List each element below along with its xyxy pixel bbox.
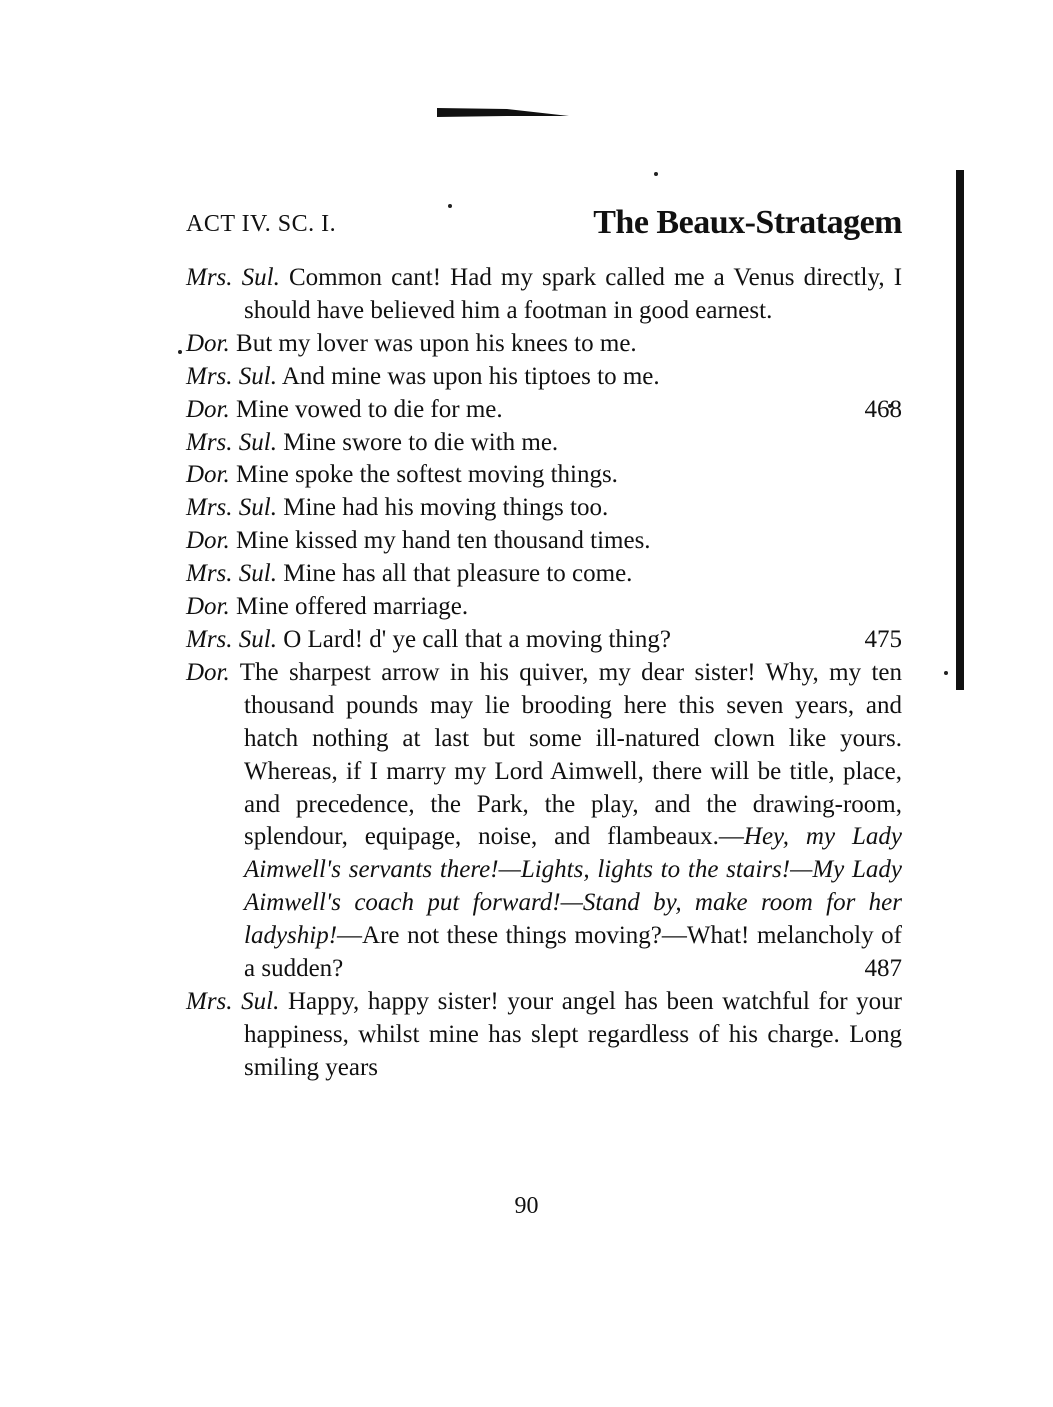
- speaker-name: Dor.: [186, 658, 230, 686]
- print-speck: [944, 671, 948, 675]
- speaker-name: Mrs. Sul.: [186, 428, 277, 456]
- speaker-name: Dor.: [186, 527, 230, 555]
- speaker-name: Dor.: [186, 395, 230, 423]
- line-number: 487: [864, 955, 902, 983]
- speech-text: O Lard! d' ye call that a moving thing?: [283, 625, 671, 653]
- speech: [186, 394, 902, 427]
- speaker-name: Mrs. Sul.: [186, 494, 277, 522]
- play-title: The Beaux-Stratagem: [593, 204, 902, 241]
- speaker-name: Dor.: [186, 593, 230, 621]
- speaker-name: Mrs. Sul.: [186, 264, 280, 291]
- speech-text: Mine vowed to die for me.: [236, 395, 503, 423]
- print-speck: [178, 350, 182, 354]
- speaker-name: Dor.: [186, 461, 230, 489]
- line-number: 475: [864, 625, 902, 653]
- speaker-name: Dor.: [186, 329, 230, 357]
- speech: [186, 361, 902, 394]
- speech: [186, 558, 902, 591]
- line-number: 468: [864, 395, 902, 423]
- speech-text: Mine had his moving things too.: [283, 494, 609, 522]
- speech-text: Mine kissed my hand ten thousand times.: [236, 527, 651, 555]
- speech-text: —Are not these things moving?—What! melancholy of a sudden?: [244, 922, 902, 983]
- speech: [186, 492, 902, 525]
- speech-text-italic: Hey, my Lady Aimwell's servants there!—Lights, lights to the stairs!—My Lady Aimwell's coach put forward!—Stand by, make room for her ladyship!: [244, 823, 902, 950]
- speech-long: [186, 657, 902, 986]
- side-margin-rule: [956, 170, 964, 690]
- speech-text: Mine offered marriage.: [236, 593, 469, 621]
- speaker-name: Mrs. Sul.: [186, 987, 280, 1015]
- speaker-name: Mrs. Sul.: [186, 362, 277, 390]
- speech-text: But my lover was upon his knees to me.: [236, 329, 637, 357]
- speech-text: And mine was upon his tiptoes to me.: [281, 362, 660, 390]
- speaker-name: Mrs. Sul.: [186, 625, 277, 653]
- speech: [186, 262, 902, 328]
- speech: [186, 591, 902, 624]
- speech: [186, 624, 902, 657]
- speech-text: Mine spoke the softest moving things.: [236, 461, 618, 489]
- speech-text: The sharpest arrow in his quiver, my dear sister! Why, my ten thousand pounds may lie brooding here this seven years, and hatch nothing at last but some ill-natured clown like yours. Whereas, if I marry my Lord Aimwell, there will be title, place, and precedence, the Park, the play, and the drawing-room, splendour, equipage, noise, and flambeaux.—: [239, 658, 902, 851]
- top-rule-ornament: [437, 108, 569, 117]
- running-head: [186, 198, 902, 246]
- act-scene-label: ACT IV. SC. I.: [186, 211, 337, 237]
- speech: [186, 328, 902, 361]
- dialogue-body: [186, 262, 902, 1085]
- speech-text: Mine swore to die with me.: [283, 428, 559, 456]
- speech-text: Common cant! Had my spark called me a Venus directly, I should have believed him a footman in good earnest.: [244, 264, 903, 324]
- speech: [186, 459, 902, 492]
- page-number: 90: [514, 1193, 539, 1219]
- speech-text: Happy, happy sister! your angel has been watchful for your happiness, whilst mine has slept regardless of his charge. Long smiling years: [244, 987, 902, 1081]
- print-speck: [654, 172, 658, 176]
- speech: [186, 427, 902, 460]
- speech: [186, 525, 902, 558]
- speaker-name: Mrs. Sul.: [186, 560, 277, 588]
- speech-text: Mine has all that pleasure to come.: [283, 560, 633, 588]
- speech: [186, 986, 902, 1085]
